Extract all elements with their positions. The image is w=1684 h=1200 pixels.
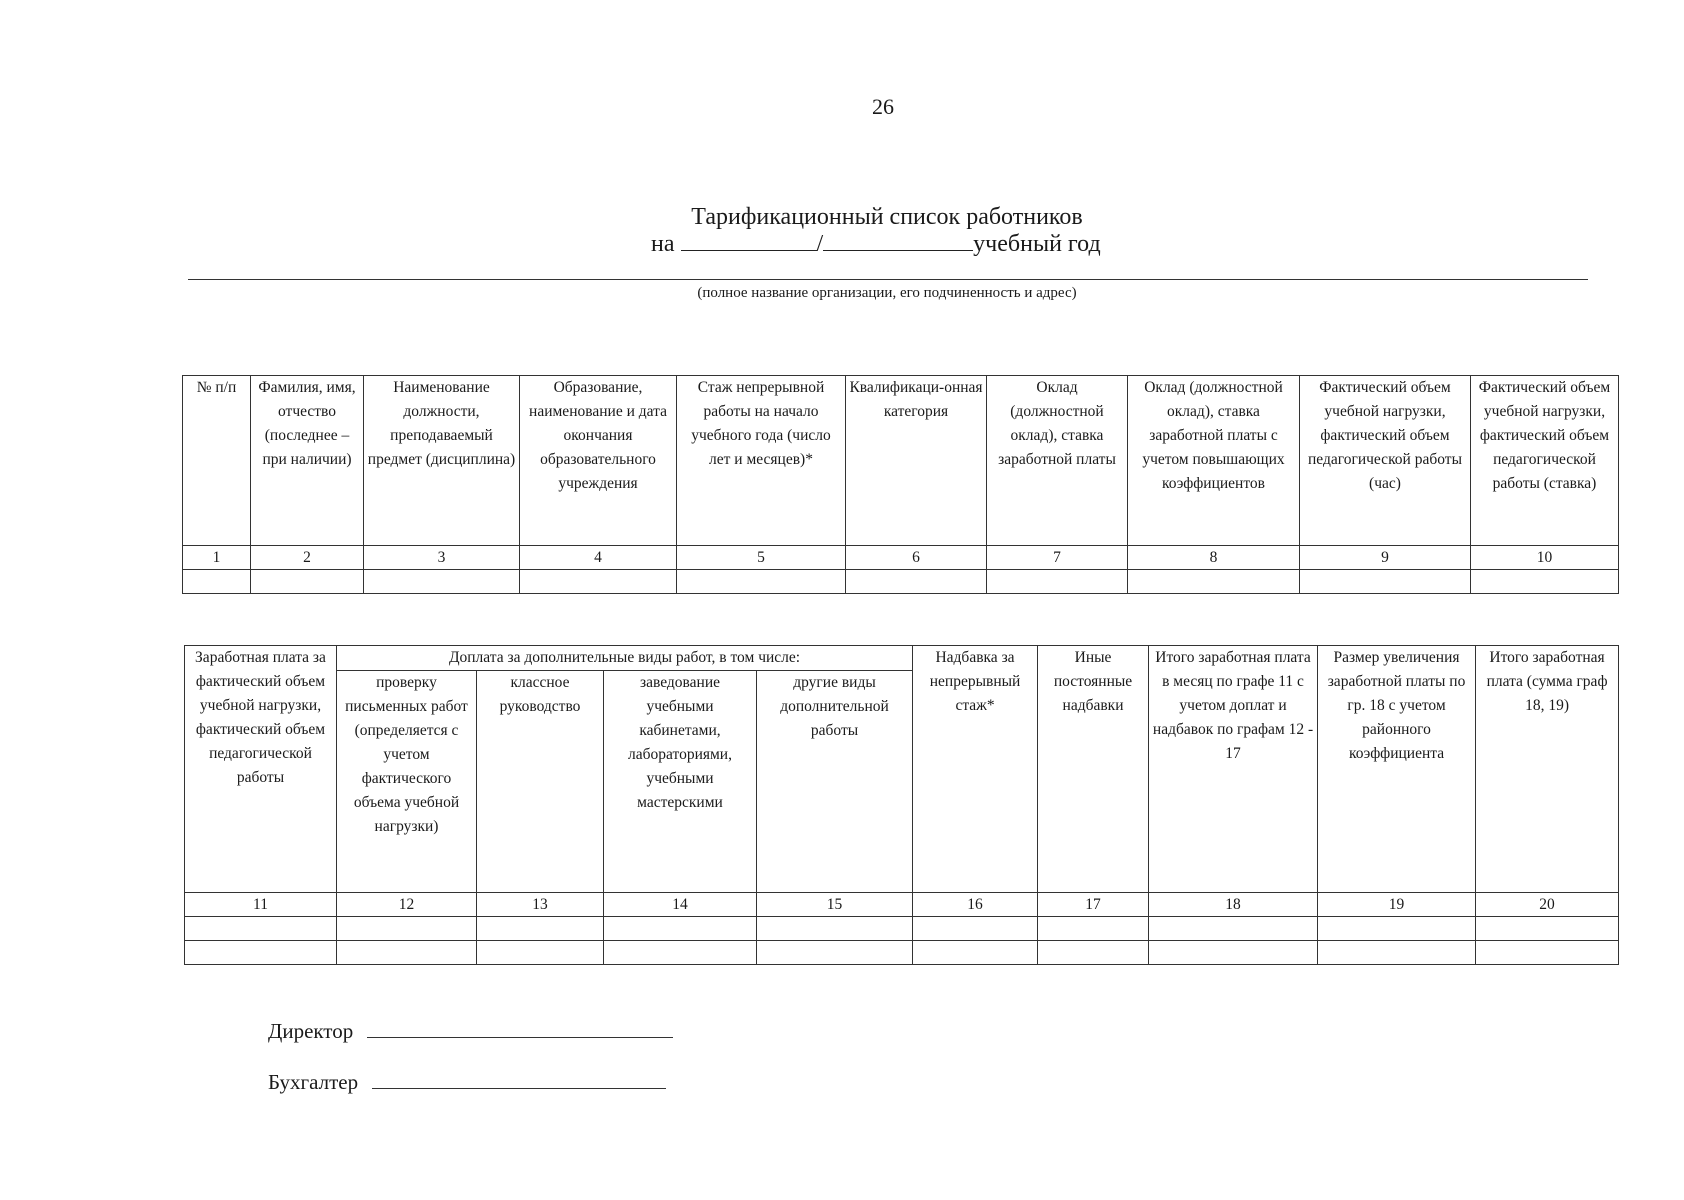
header-cell-9: Фактический объем учебной нагрузки, фактический объем педагогической работы (час) (1300, 376, 1471, 546)
empty-cell[interactable] (1476, 941, 1619, 965)
empty-cell[interactable] (1300, 570, 1471, 594)
document-title: Тарификационный список работников (691, 204, 1083, 230)
empty-cell[interactable] (913, 941, 1038, 965)
column-number: 11 (185, 893, 337, 917)
column-number: 8 (1128, 546, 1300, 570)
director-signature (268, 1019, 673, 1044)
year-start-blank (681, 228, 817, 251)
empty-cell[interactable] (251, 570, 364, 594)
empty-cell[interactable] (1149, 917, 1318, 941)
header-cell-16: Надбавка за непрерывный стаж* (913, 646, 1038, 893)
column-number: 13 (477, 893, 604, 917)
empty-cell[interactable] (1038, 917, 1149, 941)
accountant-label: Бухгалтер (268, 1070, 359, 1094)
organization-caption: (полное название организации, его подчиненность и адрес) (697, 285, 1077, 301)
empty-cell[interactable] (185, 917, 337, 941)
table-row (185, 917, 1619, 941)
empty-cell[interactable] (913, 917, 1038, 941)
column-number: 10 (1471, 546, 1619, 570)
header-cell-1: № п/п (183, 376, 251, 546)
year-prefix: на (651, 231, 675, 257)
empty-cell[interactable] (757, 941, 913, 965)
column-number: 1 (183, 546, 251, 570)
empty-cell[interactable] (604, 941, 757, 965)
column-number: 2 (251, 546, 364, 570)
empty-cell[interactable] (337, 917, 477, 941)
empty-cell[interactable] (364, 570, 520, 594)
empty-cell[interactable] (1149, 941, 1318, 965)
empty-cell[interactable] (185, 941, 337, 965)
column-number: 4 (520, 546, 677, 570)
academic-year-line (651, 228, 1101, 258)
header-cell-14: заведование учебными кабинетами, лабораториями, учебными мастерскими (604, 671, 757, 893)
empty-cell[interactable] (1476, 917, 1619, 941)
empty-cell[interactable] (604, 917, 757, 941)
header-cell-6: Квалификаци-онная категория (846, 376, 987, 546)
year-suffix: учебный год (973, 231, 1101, 257)
header-cell-20: Итого заработная плата (сумма граф 18, 19) (1476, 646, 1619, 893)
header-cell-10: Фактический объем учебной нагрузки, фактический объем педагогической работы (ставка) (1471, 376, 1619, 546)
empty-cell[interactable] (520, 570, 677, 594)
accountant-signature-line[interactable] (372, 1070, 666, 1089)
empty-cell[interactable] (477, 941, 604, 965)
header-cell-5: Стаж непрерывной работы на начало учебного года (число лет и месяцев)* (677, 376, 846, 546)
header-cell-2: Фамилия, имя, отчество (последнее – при наличии) (251, 376, 364, 546)
header-cell-7: Оклад (должностной оклад), ставка заработной платы (987, 376, 1128, 546)
empty-cell[interactable] (1038, 941, 1149, 965)
header-cell-18: Итого заработная плата в месяц по графе 11 с учетом доплат и надбавок по графам 12 - 17 (1149, 646, 1318, 893)
empty-cell[interactable] (677, 570, 846, 594)
column-number: 9 (1300, 546, 1471, 570)
header-cell-3: Наименование должности, преподаваемый предмет (дисциплина) (364, 376, 520, 546)
column-number: 19 (1318, 893, 1476, 917)
header-cell-15: другие виды дополнительной работы (757, 671, 913, 893)
column-number: 17 (1038, 893, 1149, 917)
empty-cell[interactable] (183, 570, 251, 594)
empty-cell[interactable] (757, 917, 913, 941)
tariff-table-part-2 (184, 645, 1619, 965)
empty-cell[interactable] (987, 570, 1128, 594)
header-cell-8: Оклад (должностной оклад), ставка заработной платы с учетом повышающих коэффициентов (1128, 376, 1300, 546)
director-signature-line[interactable] (367, 1019, 673, 1038)
accountant-signature (268, 1070, 666, 1095)
column-number: 16 (913, 893, 1038, 917)
empty-cell[interactable] (477, 917, 604, 941)
table-row (185, 941, 1619, 965)
tariff-table-part-1 (182, 375, 1619, 594)
column-number: 7 (987, 546, 1128, 570)
column-number: 12 (337, 893, 477, 917)
column-number: 6 (846, 546, 987, 570)
empty-cell[interactable] (1128, 570, 1300, 594)
table-row (183, 570, 1619, 594)
empty-cell[interactable] (846, 570, 987, 594)
column-number: 5 (677, 546, 846, 570)
column-number: 14 (604, 893, 757, 917)
empty-cell[interactable] (1318, 941, 1476, 965)
header-cell-4: Образование, наименование и дата окончания образовательного учреждения (520, 376, 677, 546)
header-cell-17: Иные постоянные надбавки (1038, 646, 1149, 893)
empty-cell[interactable] (1318, 917, 1476, 941)
year-end-blank (823, 228, 973, 251)
empty-cell[interactable] (1471, 570, 1619, 594)
column-number: 15 (757, 893, 913, 917)
column-number: 20 (1476, 893, 1619, 917)
header-cell-12: проверку письменных работ (определяется с учетом фактического объема учебной нагрузки) (337, 671, 477, 893)
header-cell-13: классное руководство (477, 671, 604, 893)
column-number: 3 (364, 546, 520, 570)
column-number: 18 (1149, 893, 1318, 917)
header-cell-11: Заработная плата за фактический объем учебной нагрузки, фактический объем педагогической работы (185, 646, 337, 893)
page-number: 26 (872, 94, 894, 119)
director-label: Директор (268, 1019, 354, 1043)
organization-line (188, 279, 1588, 280)
extra-payments-group-header: Доплата за дополнительные виды работ, в том числе: (337, 646, 913, 671)
empty-cell[interactable] (337, 941, 477, 965)
year-separator: / (816, 231, 824, 257)
header-cell-19: Размер увеличения заработной платы по гр. 18 с учетом районного коэффициента (1318, 646, 1476, 893)
